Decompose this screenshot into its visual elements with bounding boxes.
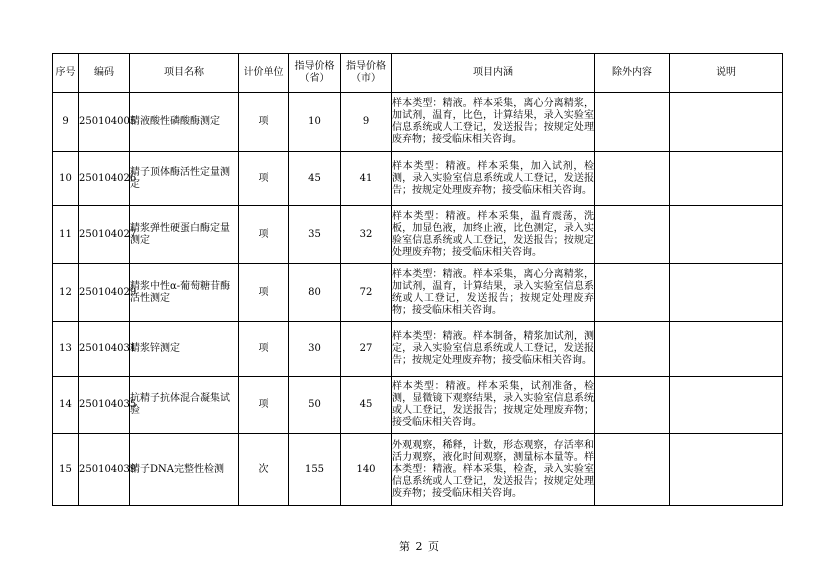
cell-seq: 12 [53,264,79,322]
cell-name: 精浆中性α-葡萄糖苷酶活性测定 [130,264,239,322]
cell-price-city: 9 [341,93,392,152]
cell-price-prov: 10 [289,93,341,152]
header-exclusions: 除外内容 [595,54,670,93]
header-name: 项目名称 [130,54,239,93]
cell-notes [670,264,783,322]
cell-code: 250104031 [79,322,130,377]
table-row [53,322,783,377]
cell-name: 精子DNA完整性检测 [130,434,239,506]
cell-code: 250104039 [79,434,130,506]
cell-name: 精浆锌测定 [130,322,239,377]
cell-notes [670,322,783,377]
cell-seq: 10 [53,152,79,206]
cell-exclusions [595,152,670,206]
cell-content: 样本类型：精液。样本采集，温育震荡，洗板，加显色液，加终止液，比色测定，录入实验室信息系统或人工登记，发送报告；按规定处理废弃物；接受临床相关咨询。 [392,206,595,264]
cell-notes [670,377,783,434]
header-row [53,54,783,93]
header-seq: 序号 [53,54,79,93]
header-notes: 说明 [670,54,783,93]
table-row [53,264,783,322]
cell-price-prov: 155 [289,434,341,506]
header-code: 编码 [79,54,130,93]
cell-seq: 11 [53,206,79,264]
fee-table [52,53,783,506]
cell-seq: 13 [53,322,79,377]
cell-notes [670,93,783,152]
cell-seq: 14 [53,377,79,434]
cell-seq: 15 [53,434,79,506]
cell-content: 样本类型：精液。样本采集，加入试剂，检测，录入实验室信息系统或人工登记，发送报告；按规定处理废弃物；接受临床相关咨询。 [392,152,595,206]
cell-content: 样本类型：精液。样本采集，试剂准备，检测，显微镜下观察结果，录入实验室信息系统或人工登记，发送报告；按规定处理废弃物；接受临床相关咨询。 [392,377,595,434]
cell-price-city: 32 [341,206,392,264]
cell-notes [670,152,783,206]
cell-seq: 9 [53,93,79,152]
cell-code: 250104029 [79,264,130,322]
cell-content: 外观观察，稀释，计数，形态观察，存活率和活力观察，液化时间观察，测量标本量等。样本类型：精液。样本采集，检查，录入实验室信息系统或人工登记，发送报告；按规定处理废弃物；接受临床相关咨询。 [392,434,595,506]
header-content: 项目内涵 [392,54,595,93]
cell-unit: 项 [239,264,289,322]
cell-notes [670,434,783,506]
header-price-prov: 指导价格（省） [289,54,341,93]
cell-name: 精浆弹性硬蛋白酶定量测定 [130,206,239,264]
cell-name: 精子顶体酶活性定量测定 [130,152,239,206]
cell-price-city: 140 [341,434,392,506]
table-row [53,152,783,206]
cell-name: 精液酸性磷酸酶测定 [130,93,239,152]
cell-price-city: 72 [341,264,392,322]
cell-code: 250104005 [79,93,130,152]
header-price-city: 指导价格（市） [341,54,392,93]
cell-unit: 项 [239,206,289,264]
cell-price-city: 41 [341,152,392,206]
cell-exclusions [595,322,670,377]
page-number: 第 2 页 [399,540,440,553]
cell-unit: 项 [239,377,289,434]
cell-exclusions [595,264,670,322]
cell-content: 样本类型：精液。样本采集，离心分离精浆，加试剂，温育，比色，计算结果，录入实验室信息系统或人工登记，发送报告；按规定处理废弃物；接受临床相关咨询。 [392,93,595,152]
cell-price-city: 45 [341,377,392,434]
cell-unit: 项 [239,322,289,377]
cell-exclusions [595,93,670,152]
cell-notes [670,206,783,264]
cell-exclusions [595,377,670,434]
cell-price-city: 27 [341,322,392,377]
cell-exclusions [595,434,670,506]
cell-code: 250104035 [79,377,130,434]
cell-price-prov: 45 [289,152,341,206]
cell-name: 抗精子抗体混合凝集试验 [130,377,239,434]
cell-price-prov: 50 [289,377,341,434]
cell-unit: 次 [239,434,289,506]
table-row [53,206,783,264]
cell-content: 样本类型：精液。样本制备，精浆加试剂，测定，录入实验室信息系统或人工登记，发送报告；按规定处理废弃物；接受临床相关咨询。 [392,322,595,377]
table-row [53,377,783,434]
table-row [53,93,783,152]
cell-unit: 项 [239,93,289,152]
cell-price-prov: 80 [289,264,341,322]
header-unit: 计价单位 [239,54,289,93]
cell-unit: 项 [239,152,289,206]
cell-price-prov: 30 [289,322,341,377]
cell-price-prov: 35 [289,206,341,264]
table-row [53,434,783,506]
cell-code: 250104027 [79,206,130,264]
cell-code: 250104026 [79,152,130,206]
cell-content: 样本类型：精液。样本采集，离心分离精浆，加试剂，温育，计算结果，录入实验室信息系统或人工登记，发送报告；按规定处理废弃物；接受临床相关咨询。 [392,264,595,322]
cell-exclusions [595,206,670,264]
